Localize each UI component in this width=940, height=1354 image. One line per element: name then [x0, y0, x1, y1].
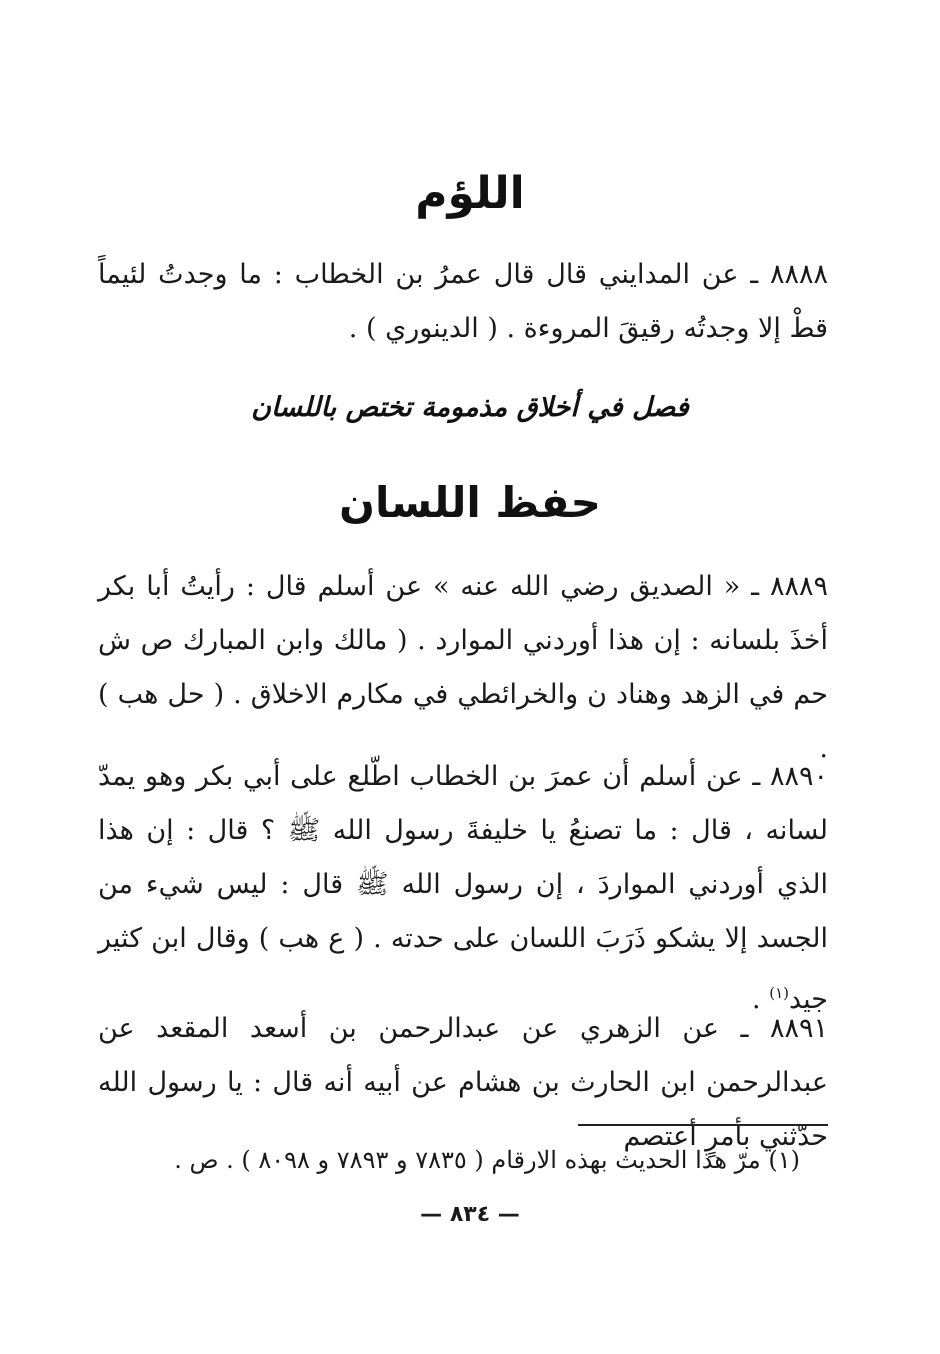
- chapter-heading-luom: اللؤم: [415, 168, 525, 219]
- footnote-marker[interactable]: (١): [769, 984, 789, 1002]
- chapter-heading-hifz: حفظ اللسان: [339, 478, 601, 527]
- entry-text-end: .: [752, 984, 770, 1015]
- entry-number: ٨٨٨٩ ـ: [751, 571, 828, 602]
- entry-number: ٨٨٩١ ـ: [740, 1013, 828, 1044]
- section-heading: فصل في أخلاق مذمومة تختص باللسان: [251, 392, 689, 423]
- footnote-divider: [578, 1124, 828, 1126]
- entry-number: ٨٨٩٠ ـ: [752, 761, 828, 792]
- entry-text: عن أسلم أن عمرَ بن الخطاب اطّلع على أبي بكر وهو يمدّ لسانه ، قال : ما تصنعُ يا خليفةَ رسول الله ﷺ ؟ قال : إن هذا الذي أوردني المواردَ ، إن رسول الله ﷺ قال : ليس شيء من الجسد إلا يشكو ذَرَبَ اللسان على حدته . ( ع هب ) وقال ابن كثير جيد: [98, 761, 828, 1015]
- entry-8890: [98, 750, 828, 1027]
- entry-number: ٨٨٨٨ ـ: [750, 259, 828, 290]
- entry-8888: [98, 248, 828, 356]
- entry-8889: [98, 560, 828, 776]
- entry-text: عن المدايني قال قال عمرُ بن الخطاب : ما وجدتُ لئيماً قطْ إلا وجدتُه رقيقَ المروءة . ( الدينوري ) .: [98, 259, 828, 344]
- entry-text: عن الزهري عن عبدالرحمن بن أسعد المقعد عن عبدالرحمن ابن الحارث بن هشام عن أبيه أنه قال : يا رسول الله حدّثني بأمرٍ أعتصم: [98, 1013, 828, 1152]
- page-number: — ٨٣٤ —: [420, 1202, 520, 1227]
- footnote: (١) مرّ هذا الحديث بهذه الارقام ( ٧٨٣٥ و ٧٨٩٣ و ٨٠٩٨ ) . ص .: [174, 1146, 800, 1174]
- entry-text: « الصديق رضي الله عنه » عن أسلم قال : رأيتُ أبا بكر أخذَ بلسانه : إن هذا أوردني الموارد . ( مالك وابن المبارك ص ش حم في الزهد وهناد ن والخرائطي في مكارم الاخلاق . ( حل هب ) .: [98, 571, 828, 764]
